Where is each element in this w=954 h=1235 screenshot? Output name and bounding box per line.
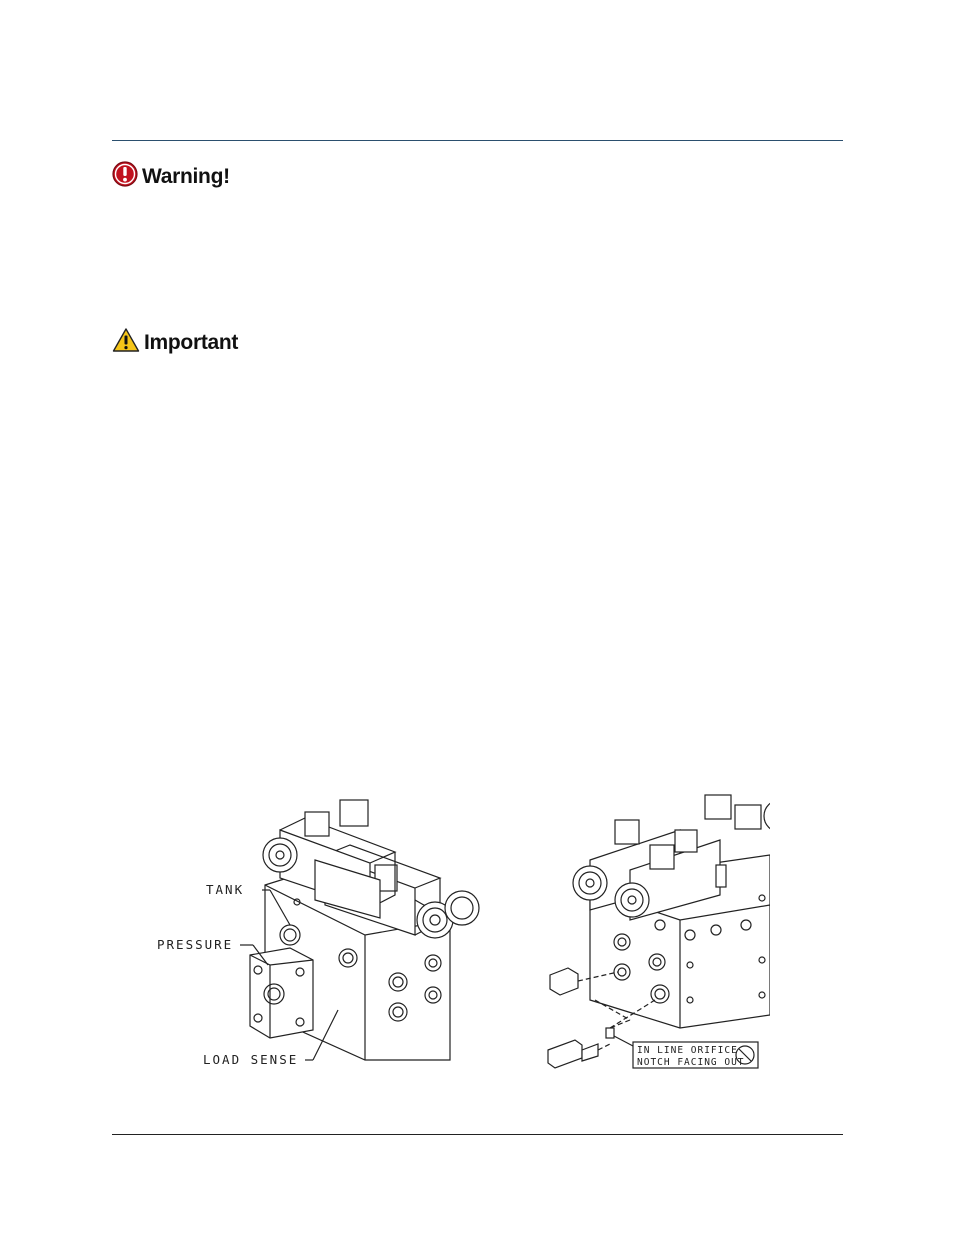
- load-sense-callout: LOAD SENSE: [203, 1052, 299, 1067]
- warning-notice: [112, 161, 230, 192]
- important-notice: [112, 327, 238, 358]
- warning-label: Warning!: [142, 164, 230, 188]
- right-manifold-drawing: [548, 795, 770, 1068]
- orifice-note-line1: IN LINE ORIFICE: [637, 1045, 738, 1056]
- left-manifold-drawing: [250, 800, 479, 1060]
- footer-rule: [112, 1134, 843, 1135]
- tank-callout: TANK: [206, 882, 245, 897]
- exclamation-circle-icon: [112, 161, 138, 192]
- important-label: Important: [144, 330, 239, 354]
- header-rule: [112, 140, 843, 141]
- pressure-callout: PRESSURE: [157, 937, 234, 952]
- warning-triangle-icon: [112, 327, 140, 358]
- valve-manifold-figure: [150, 760, 770, 1080]
- orifice-note-line2: NOTCH FACING OUT: [637, 1057, 745, 1068]
